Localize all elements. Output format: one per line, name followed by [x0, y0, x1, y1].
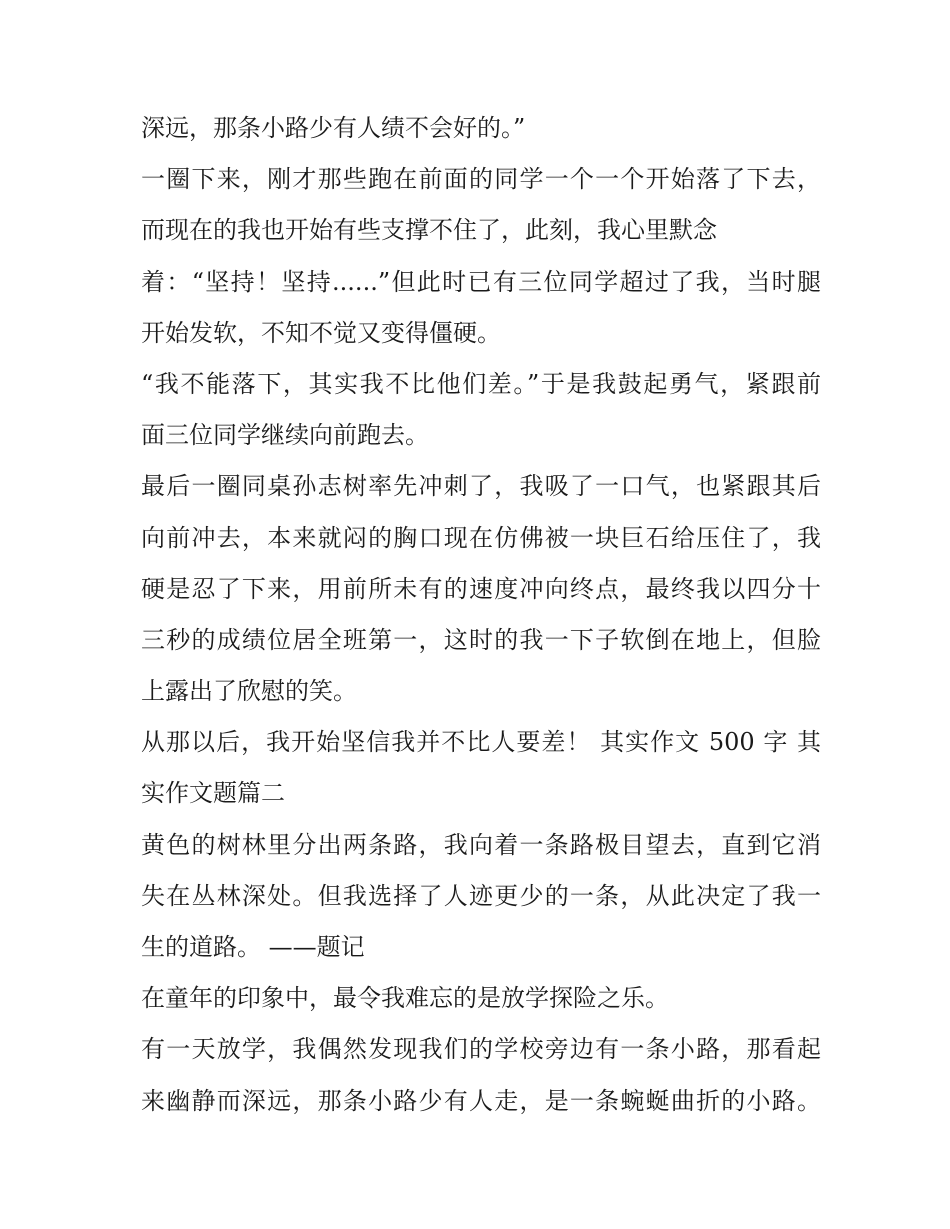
text-line: 开始发软，不知不觉又变得僵硬。 — [141, 318, 501, 347]
text-line: 从那以后，我开始坚信我并不比人要差！ 其实作文 500 字 其 — [141, 728, 821, 757]
text-line: 硬是忍了下来，用前所未有的速度冲向终点，最终我以四分十 — [141, 574, 821, 603]
essay-text — [141, 103, 821, 1127]
text-line: 上露出了欣慰的笑。 — [141, 677, 357, 706]
text-line: 最后一圈同桌孙志树率先冲刺了，我吸了一口气，也紧跟其后 — [141, 472, 821, 501]
text-line: 来幽静而深远，那条小路少有人走，是一条蜿蜒曲折的小路。 — [141, 1086, 821, 1115]
text-line: 失在丛林深处。但我选择了人迹更少的一条，从此决定了我一 — [141, 881, 821, 910]
text-line: 面三位同学继续向前跑去。 — [141, 421, 429, 450]
text-line: 有一天放学，我偶然发现我们的学校旁边有一条小路，那看起 — [141, 1035, 821, 1064]
text-line: 实作文题篇二 — [141, 779, 285, 808]
text-line: 黄色的树林里分出两条路，我向着一条路极目望去，直到它消 — [141, 830, 821, 859]
text-line: 向前冲去，本来就闷的胸口现在仿佛被一块巨石给压住了，我 — [141, 523, 821, 552]
text-line: 一圈下来，刚才那些跑在前面的同学一个一个开始落了下去， — [141, 165, 821, 194]
text-line: 而现在的我也开始有些支撑不住了，此刻，我心里默念 — [141, 216, 717, 245]
text-line: 深远，那条小路少有人绩不会好的。” — [141, 114, 526, 142]
text-line: “我不能落下，其实我不比他们差。”于是我鼓起勇气，紧跟前 — [141, 369, 821, 398]
text-line: 生的道路。 ——题记 — [141, 933, 365, 961]
text-line: 着：“坚持！坚持......”但此时已有三位同学超过了我，当时腿 — [141, 267, 821, 296]
text-line: 在童年的印象中，最令我难忘的是放学探险之乐。 — [141, 984, 669, 1013]
text-line: 三秒的成绩位居全班第一，这时的我一下子软倒在地上，但脸 — [141, 625, 821, 654]
